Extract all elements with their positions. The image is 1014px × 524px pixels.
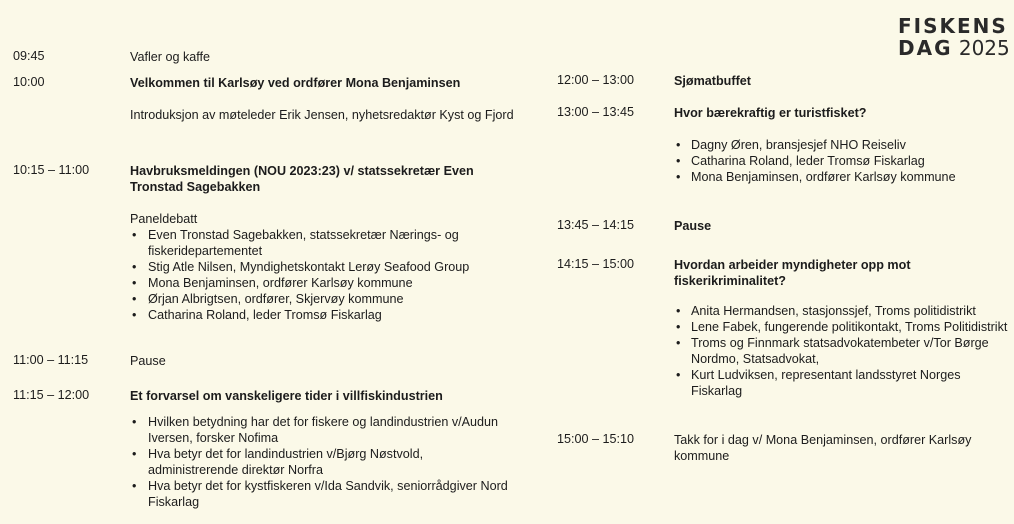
item-0945 — [130, 49, 515, 65]
list-item: • Dagny Øren, bransjesjef NHO Reiseliv — [674, 137, 1014, 153]
list-item: • Catharina Roland, leder Tromsø Fiskarlag — [674, 153, 1014, 169]
time-1300: 13:00 – 13:45 — [557, 105, 635, 119]
bullet-list — [130, 414, 515, 510]
time-1200: 12:00 – 13:00 — [557, 73, 635, 87]
list-item: • Mona Benjaminsen, ordfører Karlsøy kommune — [674, 169, 1014, 185]
item-title: Pause — [674, 219, 712, 233]
item-title: Velkommen til Karlsøy ved ordfører Mona Benjaminsen — [130, 76, 461, 90]
list-item: • Hvilken betydning har det for fiskere og landindustrien v/Audun Iversen, forsker Nofima — [130, 414, 515, 446]
item-1500 — [674, 432, 1014, 464]
item-1100 — [130, 353, 515, 369]
item-1300 — [674, 105, 1014, 185]
logo-year: 2025 — [958, 36, 1010, 60]
time-1100: 11:00 – 11:15 — [13, 353, 89, 367]
bullet-list — [674, 303, 1014, 399]
bullet-list — [130, 227, 515, 323]
list-item: • Troms og Finnmark statsadvokatembeter v/Tor Børge Nordmo, Statsadvokat, — [674, 335, 1014, 367]
item-title: Et forvarsel om vanskeligere tider i villfiskindustrien — [130, 389, 443, 403]
time-1500: 15:00 – 15:10 — [557, 432, 635, 446]
list-item: • Kurt Ludviksen, representant landsstyret Norges Fiskarlag — [674, 367, 1014, 399]
logo-line2 — [898, 38, 1010, 58]
time-1115: 11:15 – 12:00 — [13, 388, 90, 402]
list-item: • Lene Fabek, fungerende politikontakt, Troms Politidistrikt — [674, 319, 1014, 335]
time-0945: 09:45 — [13, 49, 45, 63]
time-1415: 14:15 – 15:00 — [557, 257, 635, 271]
logo-dag: DAG — [898, 36, 953, 60]
item-text: Vafler og kaffe — [130, 50, 211, 64]
item-title: Hvordan arbeider myndigheter opp mot fiskerikriminalitet? — [674, 258, 911, 288]
item-1015 — [130, 163, 515, 323]
logo — [898, 16, 1010, 58]
list-item: • Ørjan Albrigtsen, ordfører, Skjervøy kommune — [130, 291, 515, 307]
item-1000 — [130, 75, 515, 123]
item-text: Pause — [130, 354, 166, 368]
time-1000: 10:00 — [13, 75, 45, 89]
list-item: • Catharina Roland, leder Tromsø Fiskarlag — [130, 307, 515, 323]
item-title: Hvor bærekraftig er turistfisket? — [674, 106, 867, 120]
item-1415 — [674, 257, 1014, 399]
list-item: • Even Tronstad Sagebakken, statssekretær Nærings- og fiskeridepartementet — [130, 227, 515, 259]
item-1200 — [674, 73, 1014, 89]
item-title: Havbruksmeldingen (NOU 2023:23) v/ statssekretær Even Tronstad Sagebakken — [130, 164, 474, 194]
list-item: • Anita Hermandsen, stasjonssjef, Troms politidistrikt — [674, 303, 1014, 319]
item-subhead: Paneldebatt — [130, 212, 198, 226]
item-text: Introduksjon av møteleder Erik Jensen, nyhetsredaktør Kyst og Fjord — [130, 108, 514, 122]
time-1015: 10:15 – 11:00 — [13, 163, 90, 177]
item-1345 — [674, 218, 1014, 234]
item-title: Sjømatbuffet — [674, 74, 751, 88]
item-1115 — [130, 388, 515, 510]
item-text: Takk for i dag v/ Mona Benjaminsen, ordfører Karlsøy kommune — [674, 433, 972, 463]
list-item: • Stig Atle Nilsen, Myndighetskontakt Lerøy Seafood Group — [130, 259, 515, 275]
list-item: • Hva betyr det for kystfiskeren v/Ida Sandvik, seniorrådgiver Nord Fiskarlag — [130, 478, 515, 510]
list-item: • Hva betyr det for landindustrien v/Bjørg Nøstvold, administrerende direktør Norfra — [130, 446, 515, 478]
logo-line1: FISKENS — [898, 14, 1008, 38]
time-1345: 13:45 – 14:15 — [557, 218, 635, 232]
bullet-list — [674, 137, 1014, 185]
list-item: • Mona Benjaminsen, ordfører Karlsøy kommune — [130, 275, 515, 291]
